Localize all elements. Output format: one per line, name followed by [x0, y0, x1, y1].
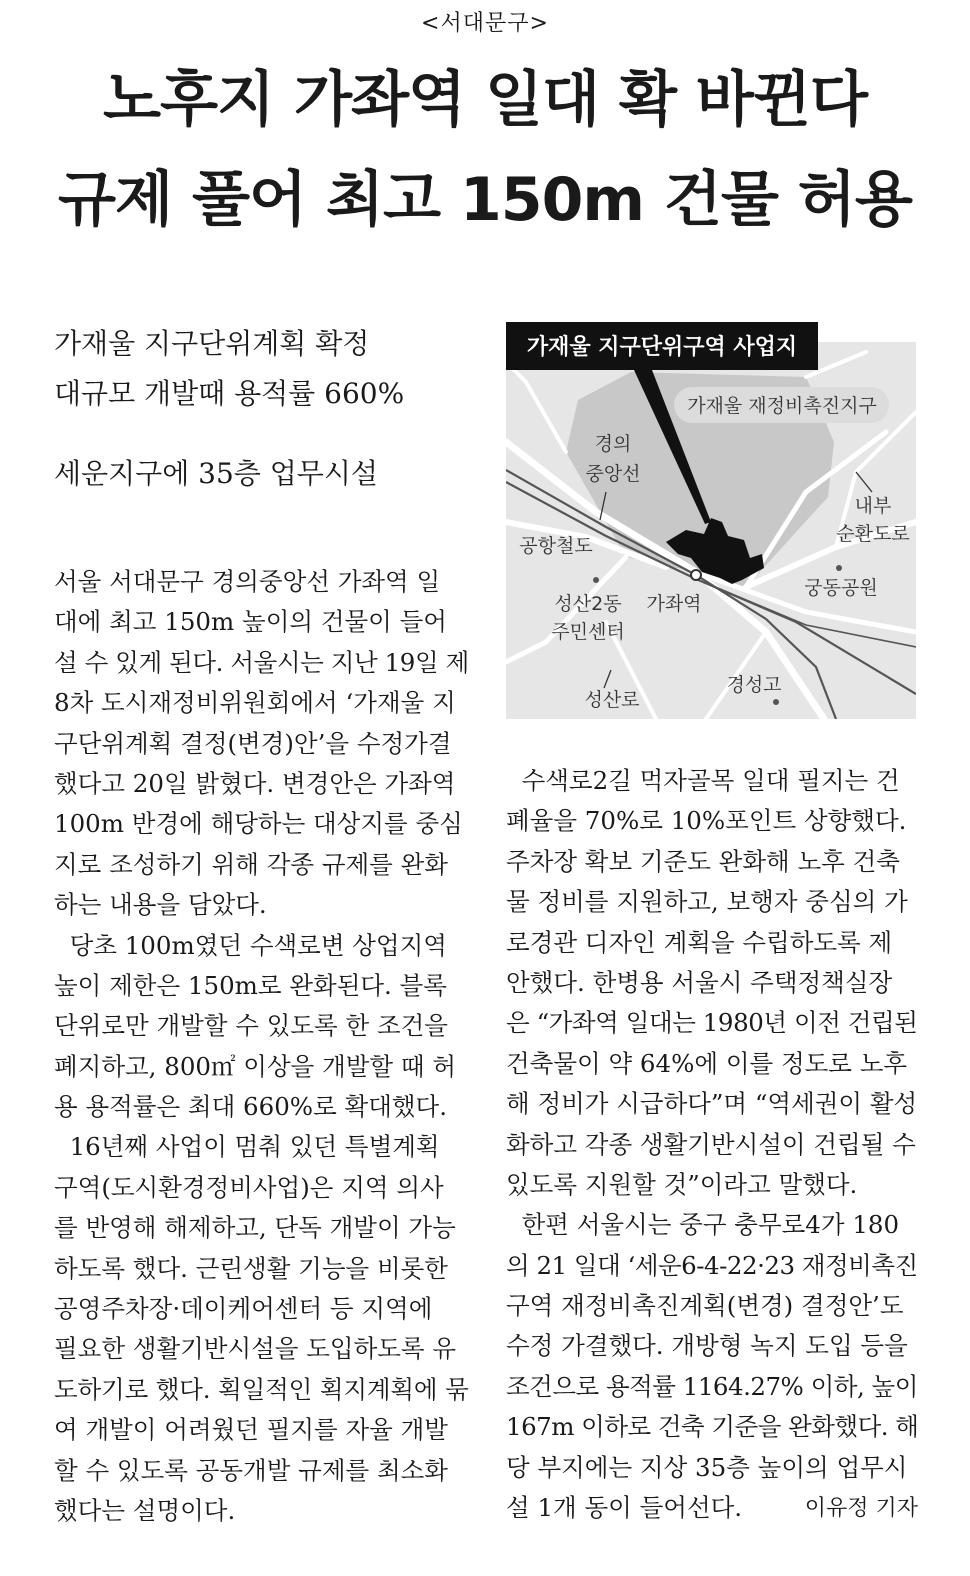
map-title: 가재울 지구단위구역 사업지: [526, 335, 798, 360]
body-line: 대에 최고 150m 높이의 건물이 들어: [54, 607, 447, 637]
body-line: 여 개발이 어려웠던 필지를 자율 개발: [54, 1415, 448, 1445]
body-line: 단위로만 개발할 수 있도록 한 조건을: [54, 1011, 448, 1041]
body-line: 수정 가결했다. 개방형 녹지 도입 등을: [506, 1331, 908, 1361]
body-line: 구역 재정비촉진계획(변경) 결정안’도: [506, 1291, 904, 1321]
body-line: 수색로2길 먹자골목 일대 필지는 건: [506, 766, 900, 795]
body-line: 의 21 일대 ‘세운6-4-22·23 재정비촉진: [506, 1250, 918, 1280]
subhead-3: 세운지구에 35층 업무시설: [54, 457, 378, 490]
headline-line-2: 규제 풀어 최고 150m 건물 허용: [58, 165, 912, 235]
body-line: 당초 100m였던 수색로변 상업지역: [54, 930, 447, 960]
body-line: 도하기로 했다. 획일적인 획지계획에 묶: [54, 1374, 469, 1404]
body-line: 폐율을 70%로 10%포인트 상향했다.: [506, 806, 907, 836]
label-gyeongui-2: 중앙선: [585, 463, 641, 485]
body-column-left: [54, 562, 469, 1531]
body-line: 로경관 디자인 계획을 수립하도록 제: [506, 927, 893, 957]
body-line: 공영주차장·데이케어센터 등 지역에: [54, 1294, 433, 1324]
label-gungdong-park: 궁동공원: [804, 577, 878, 599]
subhead-2: 대규모 개발때 용적률 660%: [54, 377, 405, 410]
body-line: 있도록 지원할 것”이라고 말했다.: [506, 1169, 858, 1199]
body-line: 조건으로 용적률 1164.27% 이하, 높이: [506, 1371, 918, 1401]
label-seongsan-road: 성산로: [584, 689, 640, 711]
station-marker: [691, 570, 701, 580]
park-dot: [836, 565, 842, 571]
body-line: 서울 서대문구 경의중앙선 가좌역 일: [54, 567, 441, 596]
body-line: 용 용적률은 최대 660%로 확대했다.: [54, 1092, 447, 1122]
body-line: 8차 도시재정비위원회에서 ‘가재울 지: [54, 688, 456, 718]
body-line: 안했다. 한병용 서울시 주택정책실장: [506, 967, 893, 997]
body-line: 건축물이 약 64%에 이를 정도로 노후: [506, 1048, 908, 1078]
body-line: 한편 서울시는 중구 충무로4가 180: [506, 1210, 900, 1240]
body-line: 높이 제한은 150m로 완화된다. 블록: [54, 970, 447, 1000]
body-line: 를 반영해 해제하고, 단독 개발이 가능: [54, 1213, 456, 1243]
body-line: 지로 조성하기 위해 각종 규제를 완화: [54, 849, 448, 879]
label-gajwa-station: 가좌역: [646, 593, 702, 615]
body-line: 100m 반경에 해당하는 대상지를 중심: [54, 809, 463, 839]
school-dot: [773, 699, 779, 705]
body-line: 물 정비를 지원하고, 보행자 중심의 가: [506, 887, 908, 917]
label-naebu-2: 순환도로: [836, 523, 910, 545]
section-kicker: <서대문구>: [421, 11, 549, 36]
label-seongsan-center-1: 성산2동: [554, 593, 622, 615]
body-line: 할 수 있도록 공동개발 규제를 최소화: [54, 1455, 448, 1485]
label-seongsan-center-2: 주민센터: [551, 621, 625, 643]
subhead-1: 가재울 지구단위계획 확정: [54, 327, 370, 360]
body-line: 설 수 있게 된다. 서울시는 지난 19일 제: [54, 647, 469, 677]
body-column-right: [506, 761, 918, 1528]
body-line: 필요한 생활기반시설을 도입하도록 유: [54, 1334, 457, 1364]
body-line: 구역(도시환경정비사업)은 지역 의사: [54, 1172, 444, 1202]
body-line: 16년째 사업이 멈춰 있던 특별계획: [54, 1132, 440, 1162]
body-line: 폐지하고, 800㎡ 이상을 개발할 때 허: [54, 1051, 456, 1081]
body-line: 당 부지에는 지상 35층 높이의 업무시: [506, 1452, 908, 1482]
body-line: 구단위계획 결정(변경)안’을 수정가결: [54, 728, 452, 758]
body-line: 설 1개 동이 들어선다.: [506, 1493, 743, 1523]
body-line: 화하고 각종 생활기반시설이 건립될 수: [506, 1129, 916, 1159]
label-airport-rail: 공항철도: [519, 535, 593, 557]
byline: 이유정 기자: [804, 1496, 918, 1521]
label-naebu-1: 내부: [854, 495, 892, 517]
label-district: 가재울 재정비촉진지구: [687, 395, 877, 417]
body-line: 하는 내용을 담았다.: [54, 890, 267, 920]
label-gyeongseong-school: 경성고: [726, 674, 782, 696]
center-dot: [593, 577, 599, 583]
body-line: 은 “가좌역 일대는 1980년 이전 건립된: [506, 1008, 918, 1038]
headline-line-1: 노후지 가좌역 일대 확 바뀐다: [102, 65, 868, 135]
label-gyeongui-1: 경의: [594, 433, 632, 455]
body-line: 하도록 했다. 근린생활 기능을 비롯한: [54, 1253, 448, 1283]
body-line: 주차장 확보 기준도 완화해 노후 건축: [506, 846, 900, 876]
body-line: 했다는 설명이다.: [54, 1495, 236, 1525]
body-line: 했다고 20일 밝혔다. 변경안은 가좌역: [54, 768, 456, 798]
body-line: 167m 이하로 건축 기준을 완화했다. 해: [506, 1412, 919, 1442]
location-map: [506, 322, 916, 719]
body-line: 해 정비가 시급하다”며 “역세권이 활성: [506, 1089, 918, 1119]
